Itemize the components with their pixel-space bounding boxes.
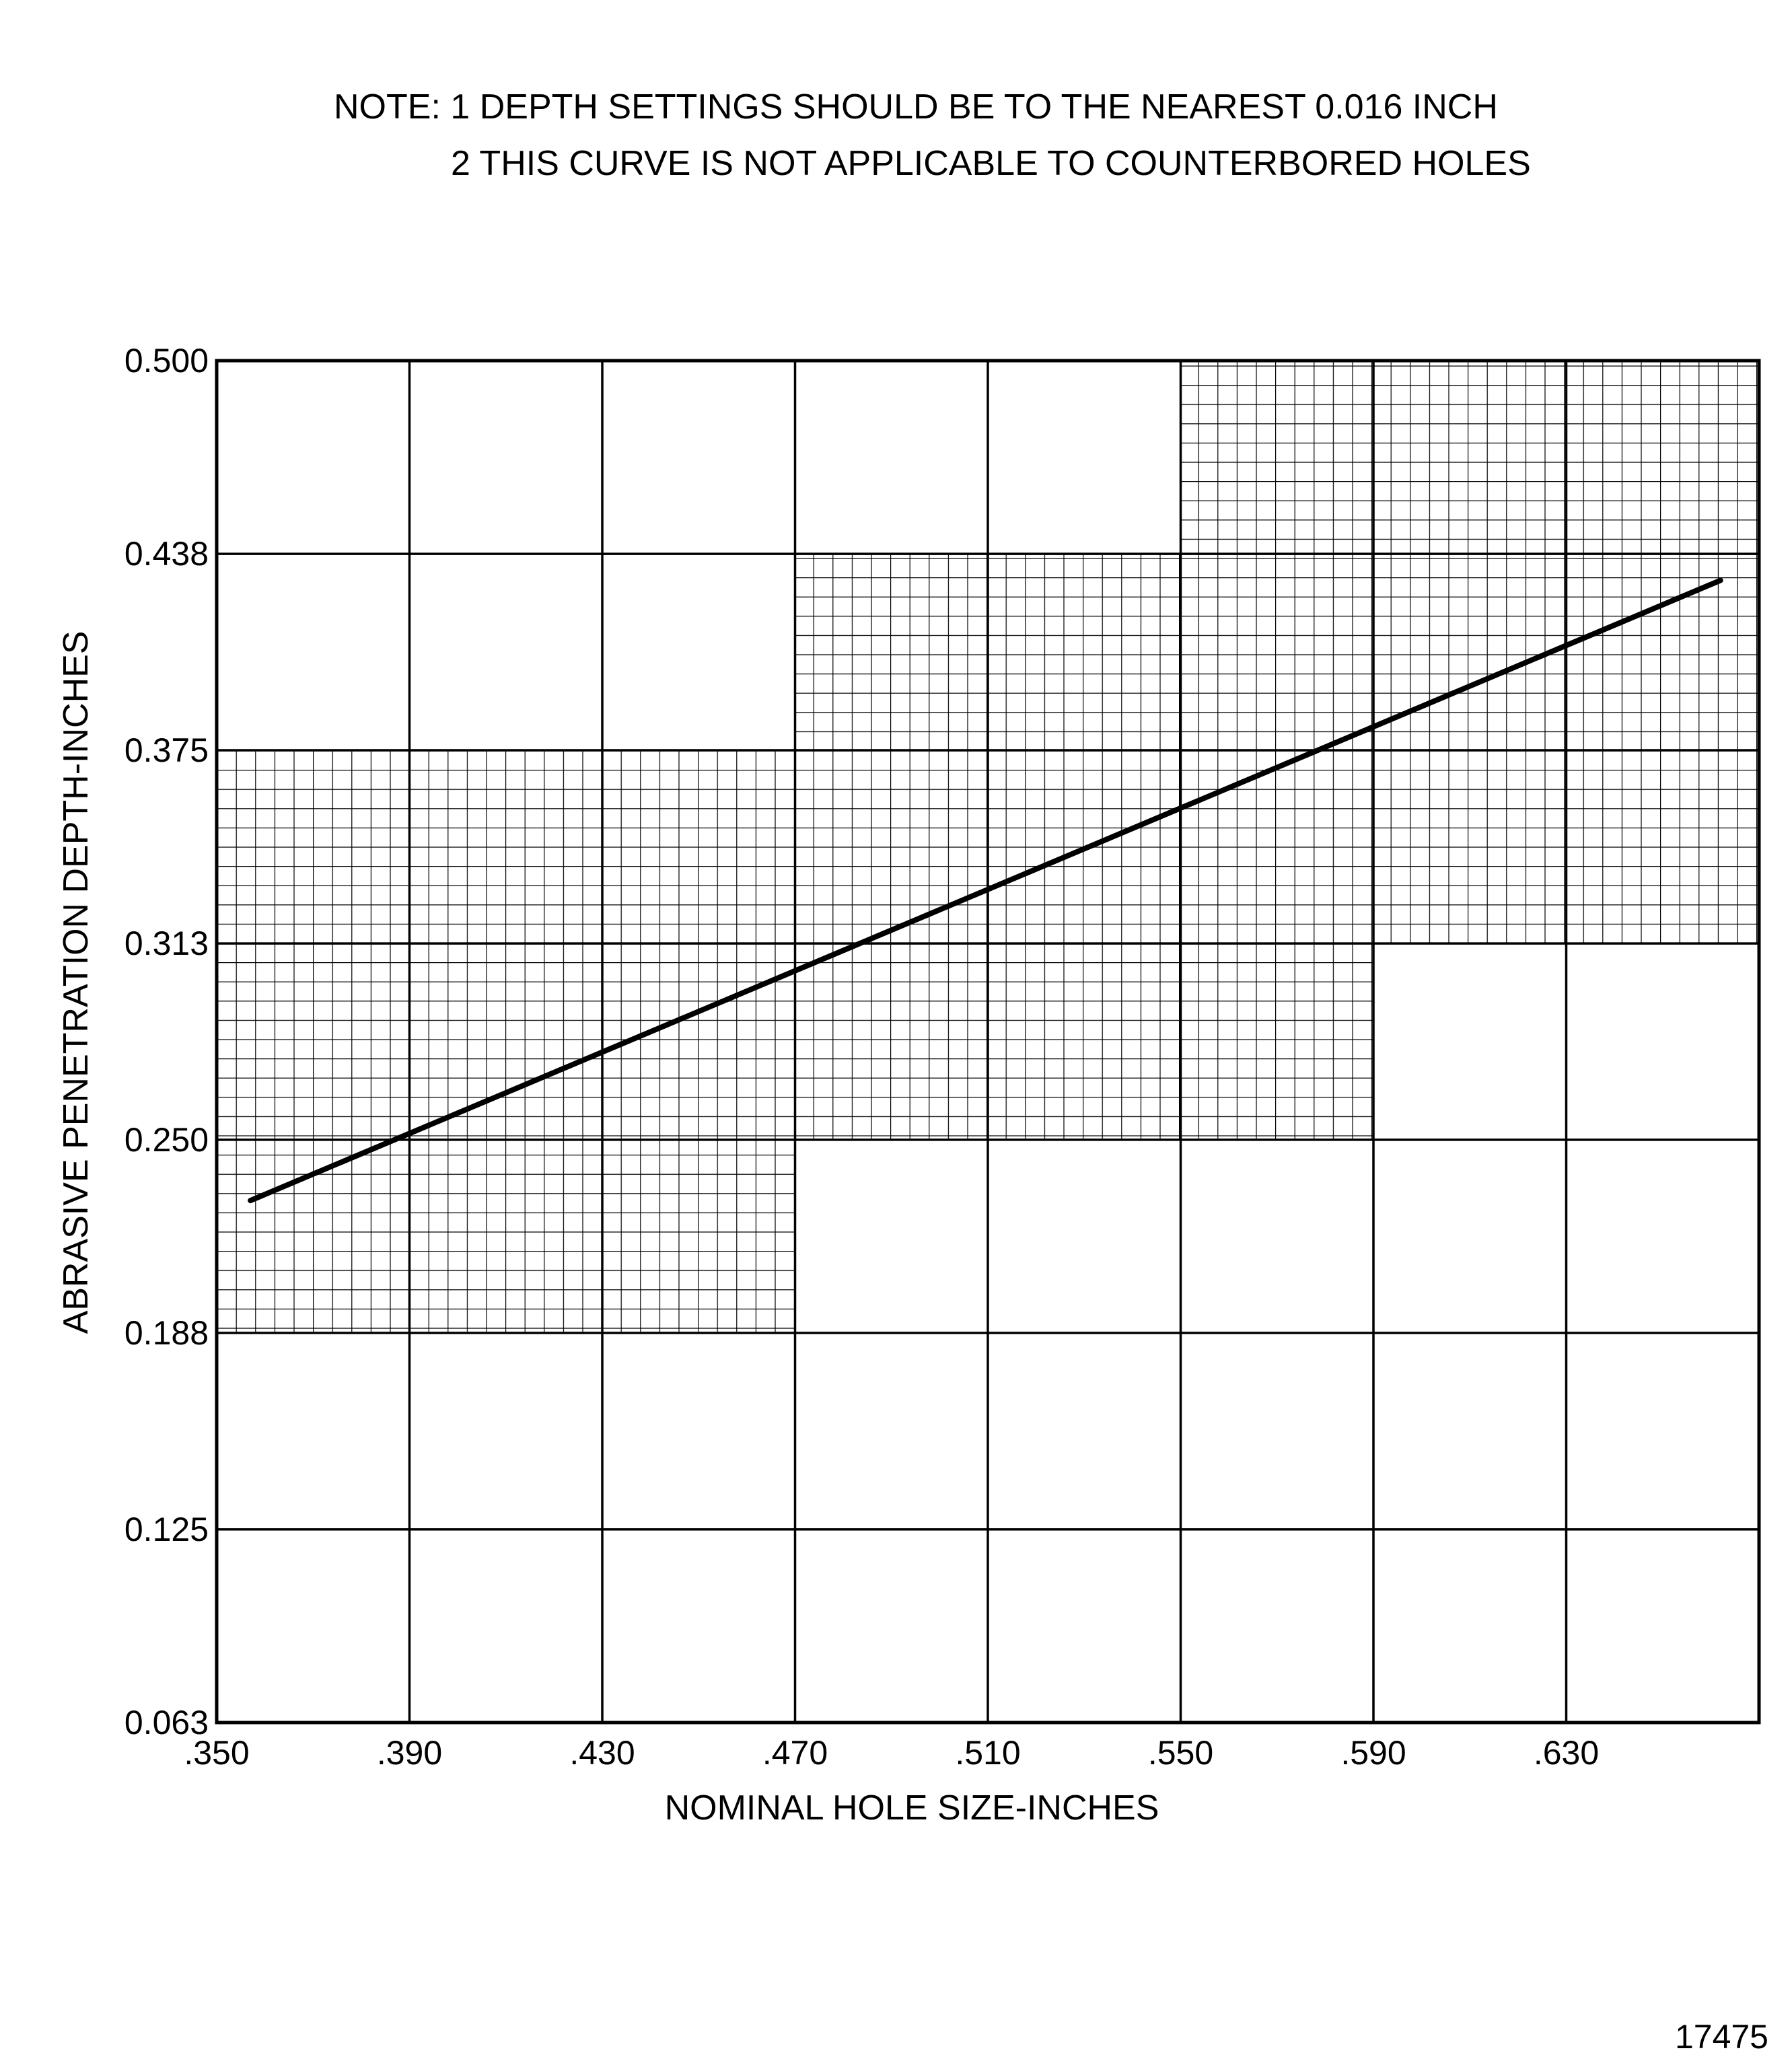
figure-number: 17475: [1674, 2018, 1768, 2056]
x-tick-labels: [184, 1734, 1599, 1772]
y-tick-label: 0.500: [124, 342, 209, 379]
y-tick-label: 0.125: [124, 1510, 209, 1548]
x-tick-label: .590: [1340, 1734, 1406, 1772]
y-tick-label: 0.188: [124, 1314, 209, 1352]
y-tick-label: 0.313: [124, 925, 209, 963]
x-axis-label: NOMINAL HOLE SIZE-INCHES: [664, 1788, 1159, 1828]
x-tick-label: .630: [1533, 1734, 1600, 1772]
y-tick-label: 0.250: [124, 1120, 209, 1159]
x-tick-label: .350: [184, 1734, 250, 1772]
x-tick-label: .550: [1147, 1734, 1214, 1772]
shaded-region-0: [217, 750, 795, 1333]
x-tick-label: .430: [569, 1734, 635, 1772]
y-tick-label: 0.063: [124, 1704, 209, 1741]
note-line-1: NOTE: 1 DEPTH SETTINGS SHOULD BE TO THE NEAREST 0.016 INCH: [334, 87, 1498, 126]
x-tick-label: .390: [376, 1734, 443, 1772]
y-axis-label: ABRASIVE PENETRATION DEPTH-INCHES: [57, 630, 96, 1334]
x-tick-label: .510: [955, 1734, 1021, 1772]
y-tick-label: 0.438: [124, 535, 209, 573]
x-tick-label: .470: [762, 1734, 828, 1772]
y-tick-labels: [124, 342, 209, 1741]
note-line-2: 2 THIS CURVE IS NOT APPLICABLE TO COUNTERBORED HOLES: [451, 144, 1531, 183]
y-tick-label: 0.375: [124, 731, 209, 769]
